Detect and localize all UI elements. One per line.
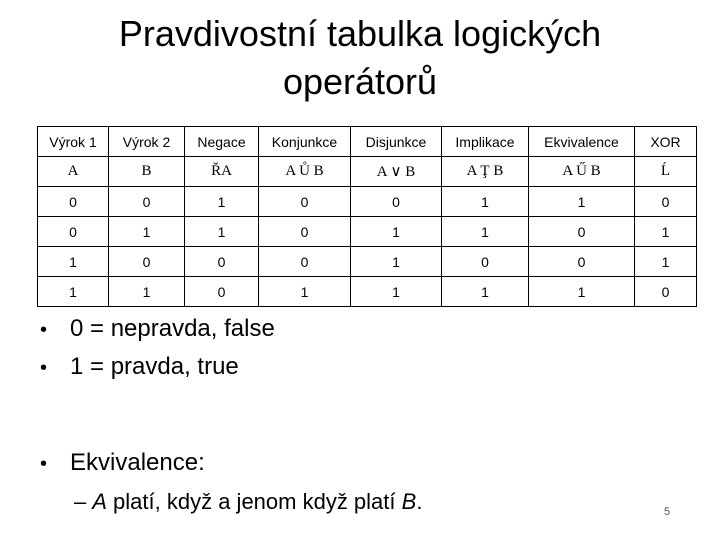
table-cell: 0 [109, 187, 185, 217]
sub-bullet-var-b: B [401, 489, 417, 514]
table-cell: 0 [259, 247, 351, 277]
table-cell: 1 [351, 277, 442, 307]
sub-bullet-dash: – [74, 489, 87, 514]
slide-title: Pravdivostní tabulka logických operátorů [118, 13, 602, 102]
bullet-text: Ekvivalence: [70, 449, 205, 476]
symbol-cell: A Ţ B [442, 157, 529, 187]
table-cell: 0 [259, 187, 351, 217]
header-konjunkce: Konjunkce [259, 127, 351, 157]
header-disjunkce: Disjunkce [351, 127, 442, 157]
table-cell: 1 [442, 217, 529, 247]
sub-bullet-var-a: A [92, 489, 107, 514]
table-row [38, 187, 697, 217]
bullet-text: 0 = nepravda, false [70, 315, 275, 342]
table-cell: 1 [351, 247, 442, 277]
bullet-item [40, 310, 680, 348]
sub-bullet-end: . [416, 489, 423, 514]
symbol-cell: A Ű B [529, 157, 635, 187]
table-cell: 1 [351, 217, 442, 247]
bullet-list [40, 310, 680, 522]
symbol-cell: Ĺ [635, 157, 697, 187]
table-cell: 0 [185, 247, 259, 277]
table-cell: 1 [529, 277, 635, 307]
bullet-item [40, 444, 680, 482]
table-header-row [38, 127, 697, 157]
bullet-item [40, 348, 680, 386]
table-cell: 1 [442, 277, 529, 307]
table-cell: 0 [38, 217, 109, 247]
table-cell: 0 [259, 217, 351, 247]
table-cell: 1 [38, 247, 109, 277]
table-cell: 0 [635, 187, 697, 217]
table-symbol-row [38, 157, 697, 187]
symbol-cell: B [109, 157, 185, 187]
header-vyrok-1: Výrok 1 [38, 127, 109, 157]
table-cell: 1 [109, 217, 185, 247]
symbol-cell: A [38, 157, 109, 187]
symbol-cell: ŘA [185, 157, 259, 187]
header-vyrok-2: Výrok 2 [109, 127, 185, 157]
table-cell: 0 [529, 217, 635, 247]
table-row [38, 217, 697, 247]
header-negace: Negace [185, 127, 259, 157]
table-cell: 1 [442, 187, 529, 217]
table-row [38, 247, 697, 277]
table-cell: 1 [259, 277, 351, 307]
bullet-text: 1 = pravda, true [70, 353, 239, 380]
table-cell: 1 [529, 187, 635, 217]
page-number: 5 [664, 506, 671, 518]
table-cell: 1 [185, 187, 259, 217]
table-cell: 1 [185, 217, 259, 247]
symbol-cell: A ∨ B [351, 157, 442, 187]
table-cell: 0 [529, 247, 635, 277]
table-cell: 0 [185, 277, 259, 307]
sub-bullet-text: platí, když a jenom když platí [106, 489, 402, 514]
table-cell: 1 [38, 277, 109, 307]
table-cell: 1 [109, 277, 185, 307]
bullet-dot-icon: • [40, 453, 48, 475]
table-cell: 0 [109, 247, 185, 277]
table-cell: 0 [38, 187, 109, 217]
table-cell: 1 [635, 247, 697, 277]
sub-bullet-item [40, 482, 680, 522]
table-cell: 0 [635, 277, 697, 307]
truth-table [37, 126, 697, 307]
table-cell: 0 [442, 247, 529, 277]
symbol-cell: A Ů B [259, 157, 351, 187]
header-implikace: Implikace [442, 127, 529, 157]
header-xor: XOR [635, 127, 697, 157]
bullet-dot-icon: • [40, 357, 48, 379]
table-row [38, 277, 697, 307]
table-cell: 0 [351, 187, 442, 217]
table-cell: 1 [635, 217, 697, 247]
bullet-dot-icon: • [40, 319, 48, 341]
header-ekvivalence: Ekvivalence [529, 127, 635, 157]
